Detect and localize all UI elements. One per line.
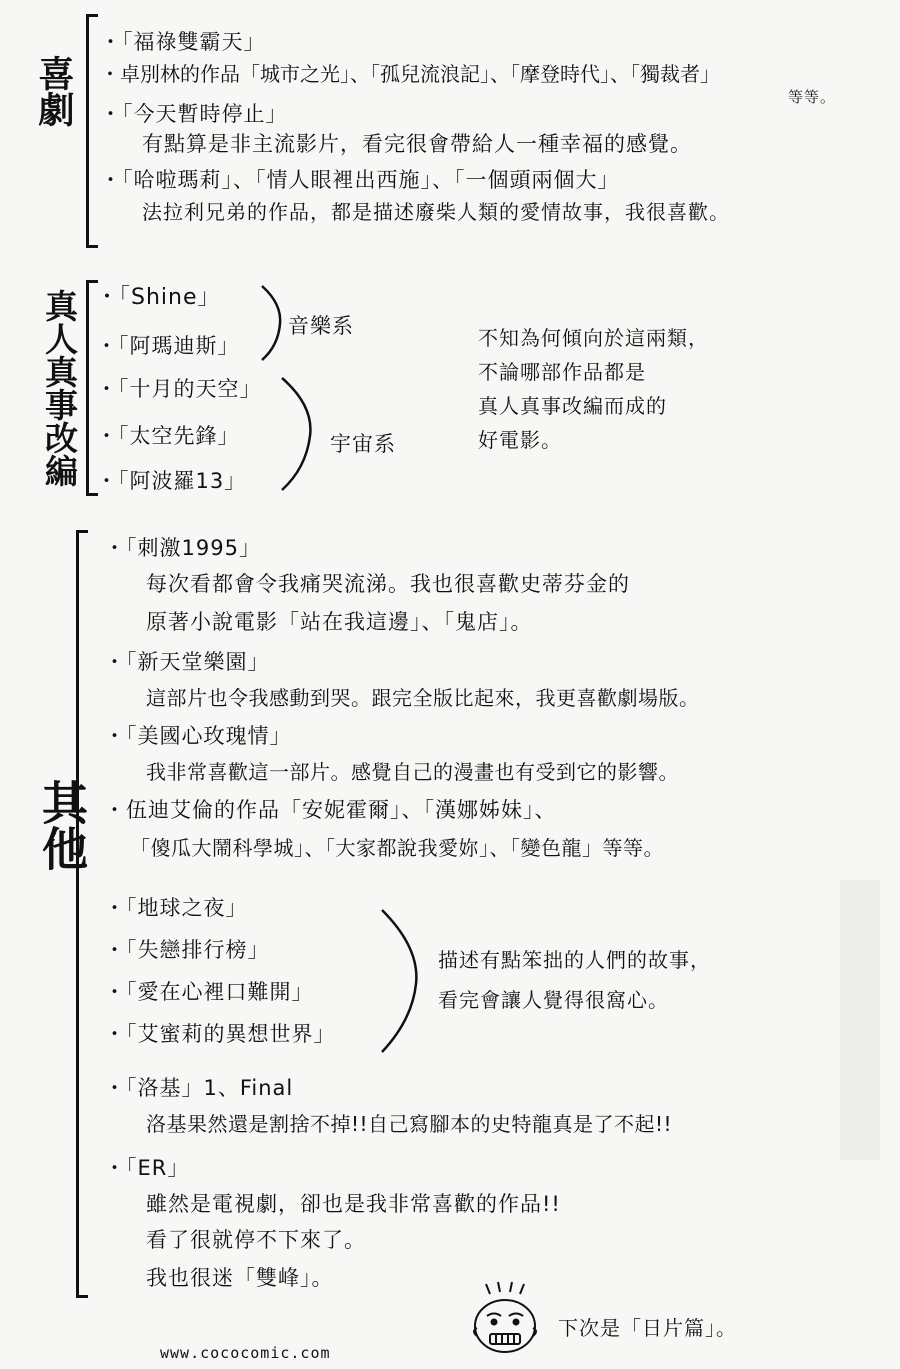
true-story-line-3: ・「十月的天空」 <box>96 377 262 401</box>
true-story-note-3: 真人真事改編而成的 <box>478 394 667 418</box>
music-group-brace <box>258 284 288 364</box>
other-line-16: ・「ER」 <box>104 1156 190 1180</box>
true-story-note-4: 好電影。 <box>478 428 562 452</box>
true-story-line-5: ・「阿波羅13」 <box>96 469 247 493</box>
other-line-19: 我也很迷「雙峰」。 <box>146 1266 334 1290</box>
background-shading <box>840 880 880 1160</box>
space-group-label: 宇宙系 <box>330 432 396 456</box>
next-issue-note: 下次是「日片篇」。 <box>558 1316 737 1340</box>
author-face-icon <box>460 1280 550 1360</box>
watermark-text: www.cococomic.com <box>160 1344 331 1362</box>
music-group-label: 音樂系 <box>288 314 354 338</box>
true-story-note-1: 不知為何傾向於這兩類， <box>478 326 709 350</box>
other-line-2: 每次看都會令我痛哭流涕。我也很喜歡史蒂芬金的 <box>146 572 630 596</box>
category-comedy-label: 喜劇 <box>33 55 74 127</box>
comedy-bracket <box>86 14 98 248</box>
other-line-15: 洛基果然還是割捨不掉!!自己寫腳本的史特龍真是了不起!! <box>146 1112 673 1136</box>
awkward-group-brace <box>378 908 428 1056</box>
other-line-5: 這部片也令我感動到哭。跟完全版比起來，我更喜歡劇場版。 <box>146 686 700 710</box>
other-line-18: 看了很就停不下來了。 <box>146 1228 366 1252</box>
category-other-label: 其他 <box>35 779 89 871</box>
category-true-story-label: 真人真事改編 <box>40 289 79 487</box>
other-line-4: ・「新天堂樂園」 <box>104 650 270 674</box>
true-story-line-2: ・「阿瑪迪斯」 <box>96 334 240 358</box>
other-line-6: ・「美國心玫瑰情」 <box>104 724 292 748</box>
other-line-14: ・「洛基」1、Final <box>104 1076 294 1100</box>
comedy-line-2: ・卓別林的作品「城市之光」、「孤兒流浪記」、「摩登時代」、「獨裁者」 <box>100 62 720 86</box>
other-line-10: ・「地球之夜」 <box>104 896 248 920</box>
comedy-line-4: ・「今天暫時停止」 <box>100 102 288 126</box>
true-story-line-4: ・「太空先鋒」 <box>96 424 240 448</box>
true-story-note-2: 不論哪部作品都是 <box>478 360 646 384</box>
awkward-group-note-2: 看完會讓人覺得很窩心。 <box>438 988 669 1012</box>
awkward-group-note-1: 描述有點笨拙的人們的故事， <box>438 948 711 972</box>
comedy-line-7: 法拉利兄弟的作品，都是描述廢柴人類的愛情故事，我很喜歡。 <box>142 200 730 224</box>
other-bracket <box>76 530 88 1298</box>
other-line-3: 原著小說電影「站在我這邊」、「鬼店」。 <box>146 610 533 634</box>
space-group-brace <box>278 376 318 494</box>
other-line-11: ・「失戀排行榜」 <box>104 938 270 962</box>
other-line-8: ・伍迪艾倫的作品「安妮霍爾」、「漢娜姊妹」、 <box>104 798 557 822</box>
other-line-9: 「傻瓜大鬧科學城」、「大家都說我愛妳」、「變色龍」等等。 <box>130 836 664 860</box>
other-line-13: ・「艾蜜莉的異想世界」 <box>104 1022 336 1046</box>
true-story-line-1: ・「Shine」 <box>96 285 221 310</box>
comedy-line-1: ・「福祿雙霸天」 <box>100 30 266 54</box>
comedy-line-5: 有點算是非主流影片，看完很會帶給人一種幸福的感覺。 <box>142 132 692 156</box>
comedy-line-6: ・「哈啦瑪莉」、「情人眼裡出西施」、「一個頭兩個大」 <box>100 168 620 192</box>
comedy-line-3: 等等。 <box>788 88 837 106</box>
other-line-7: 我非常喜歡這一部片。感覺自己的漫畫也有受到它的影響。 <box>146 760 679 784</box>
other-line-12: ・「愛在心裡口難開」 <box>104 980 314 1004</box>
other-line-1: ・「刺激1995」 <box>104 536 261 560</box>
other-line-17: 雖然是電視劇，卻也是我非常喜歡的作品!! <box>146 1192 561 1216</box>
